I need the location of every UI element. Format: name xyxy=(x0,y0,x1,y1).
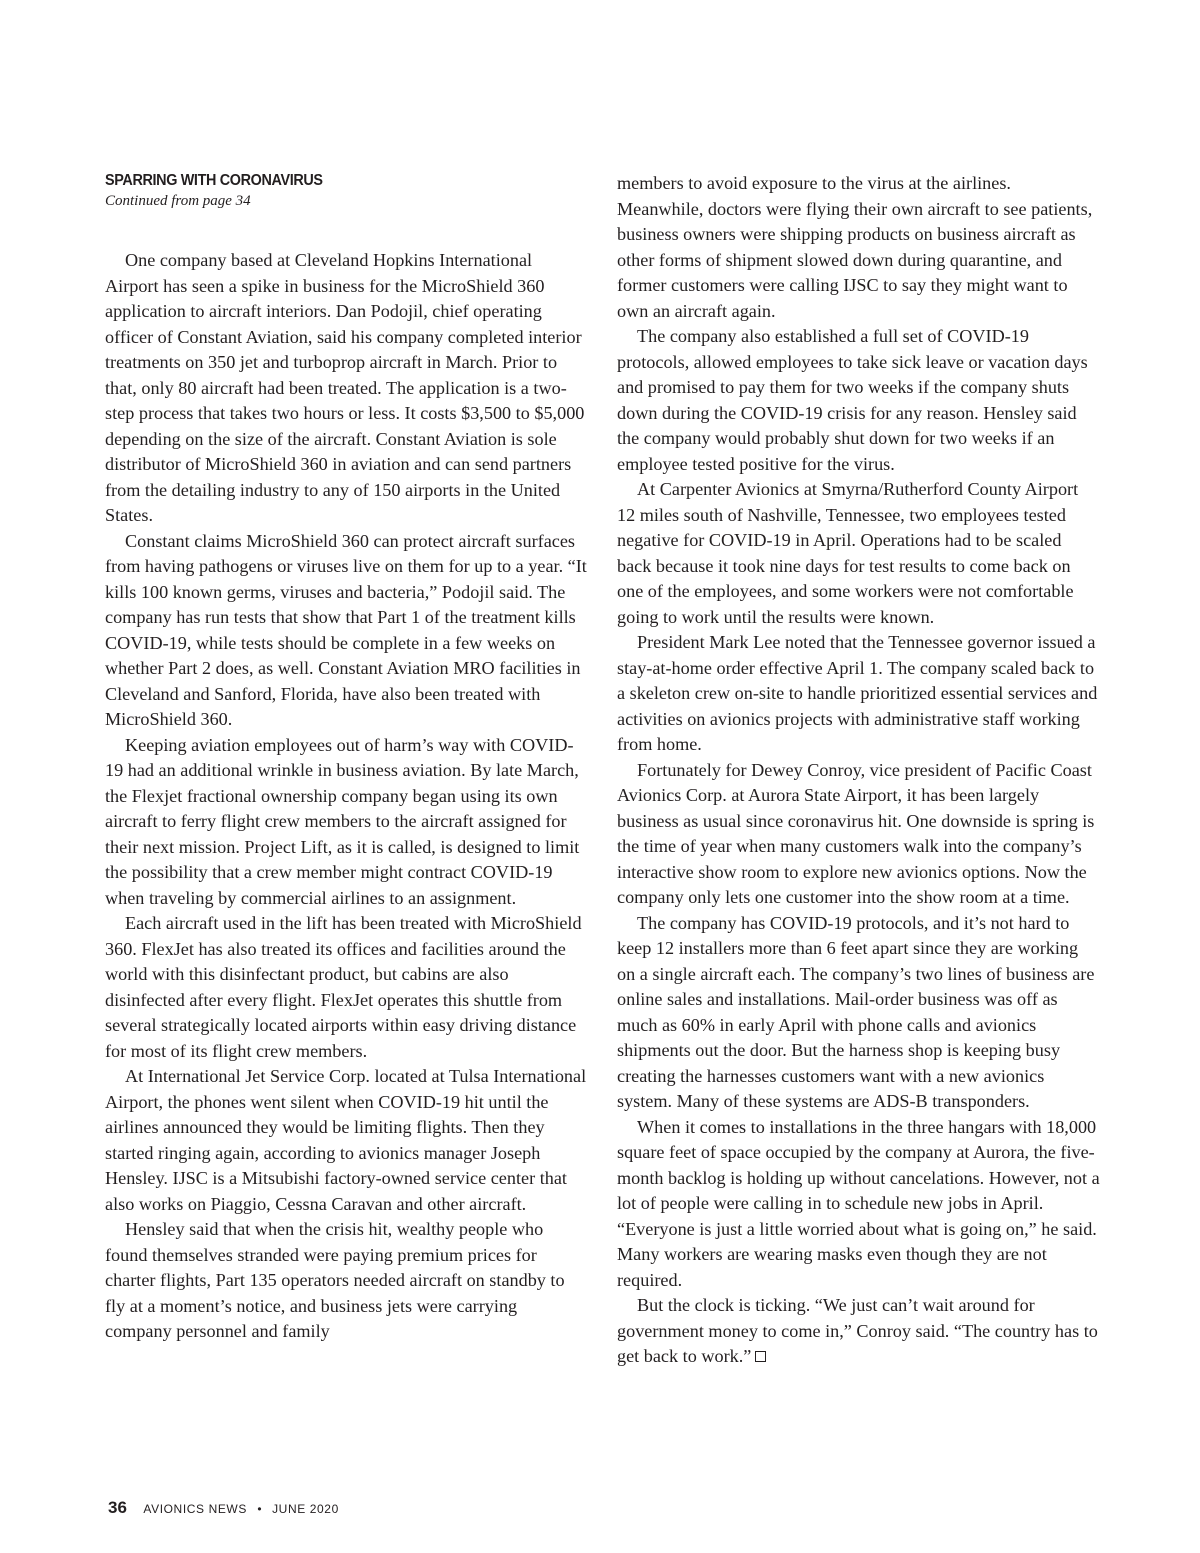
footer-separator: • xyxy=(257,1502,262,1516)
final-paragraph xyxy=(617,1293,1100,1370)
continued-note: Continued from page 34 xyxy=(105,193,251,209)
page-number: 36 xyxy=(108,1498,127,1517)
paragraph: At Carpenter Avionics at Smyrna/Rutherford County Airport 12 miles south of Nashville, Tennessee, two employees tested negative for COVID-19 in April. Operations had to be scaled back because it took nine days for test results to come back on one of the employees, and some workers were not comfortable going to work until the results were known. xyxy=(617,479,1079,627)
paragraph: Constant claims MicroShield 360 can protect aircraft surfaces from having pathogens or viruses live on them for up to a year. “It kills 100 known germs, viruses and bacteria,” Podojil said. The company has run tests that show that Part 1 of the treatment kills COVID-19, while tests should be complete in a few weeks on whether Part 2 does, as well. Constant Aviation MRO facilities in Cleveland and Sanford, Florida, have also been treated with MicroShield 360. xyxy=(105,530,587,729)
section-title: SPARRING WITH CORONAVIRUS xyxy=(105,172,323,189)
page-footer xyxy=(108,1498,339,1518)
paragraph: At International Jet Service Corp. located at Tulsa International Airport, the phones went silent when COVID-19 hit until the airlines announced they would be limiting flights. Then they started ringing again, according to avionics manager Joseph Hensley. IJSC is a Mitsubishi factory-owned service center that also works on Piaggio, Cessna Caravan and other aircraft. xyxy=(105,1066,587,1214)
article-header xyxy=(105,171,585,211)
paragraph: When it comes to installations in the three hangars with 18,000 square feet of space occupied by the company at Aurora, the five-month backlog is holding up without cancelations. However, not a lot of people were calling in to schedule new jobs in April. “Everyone is just a little worried about what is going on,” he said. Many workers are wearing masks even though they are not required. xyxy=(617,1116,1100,1290)
paragraph-continuation: members to avoid exposure to the virus at the airlines. Meanwhile, doctors were flying their own aircraft to see patients, business owners were shipping products on business aircraft as other forms of shipment slowed down during quarantine, and former customers were calling IJSC to say they might want to own an aircraft again. xyxy=(617,173,1093,321)
paragraph: The company has COVID-19 protocols, and it’s not hard to keep 12 installers more than 6 feet apart since they are working on a single aircraft each. The company’s two lines of business are online sales and installations. Mail-order business was off as much as 60% in early April with phone calls and avionics shipments out the door. But the harness shop is keeping busy creating the harnesses customers want with a new avionics system. Many of these systems are ADS-B transponders. xyxy=(617,912,1095,1111)
right-column xyxy=(617,171,1100,1370)
paragraph: The company also established a full set of COVID-19 protocols, allowed employees to take sick leave or vacation days and promised to pay them for two weeks if the company shuts down during the COVID-19 crisis for any reason. Hensley said the company would probably shut down for two weeks if an employee tested positive for the virus. xyxy=(617,326,1088,474)
left-column xyxy=(105,248,587,1345)
issue-date: JUNE 2020 xyxy=(272,1502,339,1516)
paragraph: Keeping aviation employees out of harm’s way with COVID-19 had an additional wrinkle in business aviation. By late March, the Flexjet fractional ownership company began using its own aircraft to ferry flight crew members to the aircraft assigned for their next mission. Project Lift, as it is called, is designed to limit the possibility that a crew member might contract COVID-19 when traveling by commercial airlines to an assignment. xyxy=(105,734,580,908)
paragraph: President Mark Lee noted that the Tennessee governor issued a stay-at-home order effective April 1. The company scaled back to a skeleton crew on-site to handle prioritized essential services and activities on avionics projects with administrative staff working from home. xyxy=(617,632,1098,754)
final-paragraph-text: But the clock is ticking. “We just can’t wait around for government money to come in,” Conroy said. “The country has to get back to work.” xyxy=(617,1295,1098,1366)
paragraph: One company based at Cleveland Hopkins International Airport has seen a spike in business for the MicroShield 360 application to aircraft interiors. Dan Podojil, chief operating officer of Constant Aviation, said his company completed interior treatments on 350 jet and turboprop aircraft in March. Prior to that, only 80 aircraft had been treated. The application is a two-step process that takes two hours or less. It costs $3,500 to $5,000 depending on the size of the aircraft. Constant Aviation is sole distributor of MicroShield 360 in aviation and can send partners from the detailing industry to any of 150 airports in the United States. xyxy=(105,250,585,525)
end-mark-icon xyxy=(755,1351,766,1362)
publication-name: AVIONICS NEWS xyxy=(143,1502,247,1516)
paragraph: Fortunately for Dewey Conroy, vice president of Pacific Coast Avionics Corp. at Aurora State Airport, it has been largely business as usual since coronavirus hit. One downside is spring is the time of year when many customers walk into the company’s interactive show room to explore new avionics options. Now the company only lets one customer into the show room at a time. xyxy=(617,759,1095,907)
paragraph: Each aircraft used in the lift has been treated with MicroShield 360. FlexJet has also treated its offices and facilities around the world with this disinfectant product, but cabins are also disinfected after every flight. FlexJet operates this shuttle from several strategically located airports within easy driving distance for most of its flight crew members. xyxy=(105,913,582,1061)
paragraph: Hensley said that when the crisis hit, wealthy people who found themselves stranded were paying premium prices for charter flights, Part 135 operators needed aircraft on standby to fly at a moment’s notice, and business jets were carrying company personnel and family xyxy=(105,1219,565,1341)
